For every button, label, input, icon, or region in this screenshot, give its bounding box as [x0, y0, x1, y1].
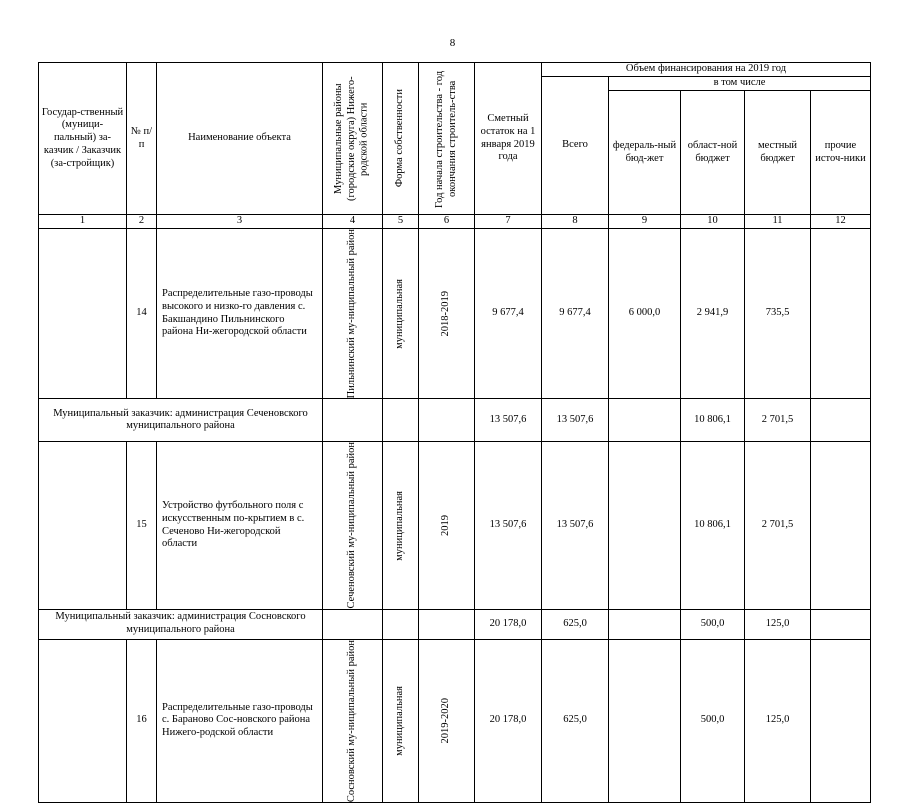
district: Пильнинский му-ниципальный район: [323, 229, 383, 399]
regional: 2 941,9: [681, 229, 745, 399]
federal: [609, 442, 681, 609]
header-district: Муниципальные районы (городские округа) Нижего-родской области: [323, 63, 383, 215]
federal: [609, 609, 681, 639]
header-including: в том числе: [609, 77, 871, 91]
column-number: 4: [323, 215, 383, 229]
row-number: 15: [127, 442, 157, 609]
column-number: 2: [127, 215, 157, 229]
header-funding-group: Объем финансирования на 2019 год: [542, 63, 871, 77]
customer-group: Муниципальный заказчик: администрация Сосновского муниципального района: [39, 609, 323, 639]
object-name: Распределительные газо-проводы с. Бараново Сос-новского района Нижего-родской области: [157, 639, 323, 802]
other: [811, 609, 871, 639]
column-number: 7: [475, 215, 542, 229]
header-ownership: Форма собственности: [383, 63, 419, 215]
header-total: Всего: [542, 77, 609, 215]
column-number: 10: [681, 215, 745, 229]
total: 9 677,4: [542, 229, 609, 399]
header-local: местный бюджет: [745, 91, 811, 215]
regional: 10 806,1: [681, 399, 745, 442]
row-number: 16: [127, 639, 157, 802]
balance: 13 507,6: [475, 442, 542, 609]
local: 2 701,5: [745, 442, 811, 609]
balance: 9 677,4: [475, 229, 542, 399]
other: [811, 639, 871, 802]
federal: 6 000,0: [609, 229, 681, 399]
column-number: 6: [419, 215, 475, 229]
header-other: прочие источ-ники: [811, 91, 871, 215]
local: 735,5: [745, 229, 811, 399]
column-numbers-row: [39, 215, 871, 229]
column-number: 3: [157, 215, 323, 229]
table-row: [39, 229, 871, 399]
federal: [609, 399, 681, 442]
balance: 20 178,0: [475, 609, 542, 639]
total: 625,0: [542, 609, 609, 639]
district: Сеченовский му-ниципальный район: [323, 442, 383, 609]
years: 2018-2019: [419, 229, 475, 399]
customer-group: Муниципальный заказчик: администрация Сеченовского муниципального района: [39, 399, 323, 442]
column-number: 11: [745, 215, 811, 229]
years: 2019-2020: [419, 639, 475, 802]
header-years: Год начала строительства - год окончания строитель-ства: [419, 63, 475, 215]
table-row: [39, 609, 871, 639]
object-name: Распределительные газо-проводы высокого и низко-го давления с. Бакшандино Пильнинского района Ни-жегородской области: [157, 229, 323, 399]
regional: 500,0: [681, 609, 745, 639]
ownership: муниципальная: [383, 639, 419, 802]
other: [811, 399, 871, 442]
header-customer: Государ-ственный (муници-пальный) за-казчик / Заказчик (за-стройщик): [39, 63, 127, 215]
balance: 20 178,0: [475, 639, 542, 802]
row-number: 14: [127, 229, 157, 399]
column-number: 5: [383, 215, 419, 229]
total: 625,0: [542, 639, 609, 802]
header-federal: федераль-ный бюд-жет: [609, 91, 681, 215]
ownership: муниципальная: [383, 442, 419, 609]
header-regional: област-ной бюджет: [681, 91, 745, 215]
header-number: № п/п: [127, 63, 157, 215]
column-number: 8: [542, 215, 609, 229]
total: 13 507,6: [542, 399, 609, 442]
investment-table: [38, 62, 871, 803]
header-object-name: Наименование объекта: [157, 63, 323, 215]
local: 125,0: [745, 639, 811, 802]
table-row: [39, 399, 871, 442]
other: [811, 229, 871, 399]
header-balance: Сметный остаток на 1 января 2019 года: [475, 63, 542, 215]
other: [811, 442, 871, 609]
column-number: 1: [39, 215, 127, 229]
object-name: Устройство футбольного поля с искусственным по-крытием в с. Сеченово Ни-жегородской области: [157, 442, 323, 609]
page-number: 8: [449, 37, 456, 49]
regional: 10 806,1: [681, 442, 745, 609]
local: 2 701,5: [745, 399, 811, 442]
federal: [609, 639, 681, 802]
table-row: [39, 442, 871, 609]
regional: 500,0: [681, 639, 745, 802]
ownership: муниципальная: [383, 229, 419, 399]
total: 13 507,6: [542, 442, 609, 609]
table-row: [39, 639, 871, 802]
column-number: 9: [609, 215, 681, 229]
balance: 13 507,6: [475, 399, 542, 442]
district: Сосновский му-ниципальный район: [323, 639, 383, 802]
local: 125,0: [745, 609, 811, 639]
column-number: 12: [811, 215, 871, 229]
years: 2019: [419, 442, 475, 609]
